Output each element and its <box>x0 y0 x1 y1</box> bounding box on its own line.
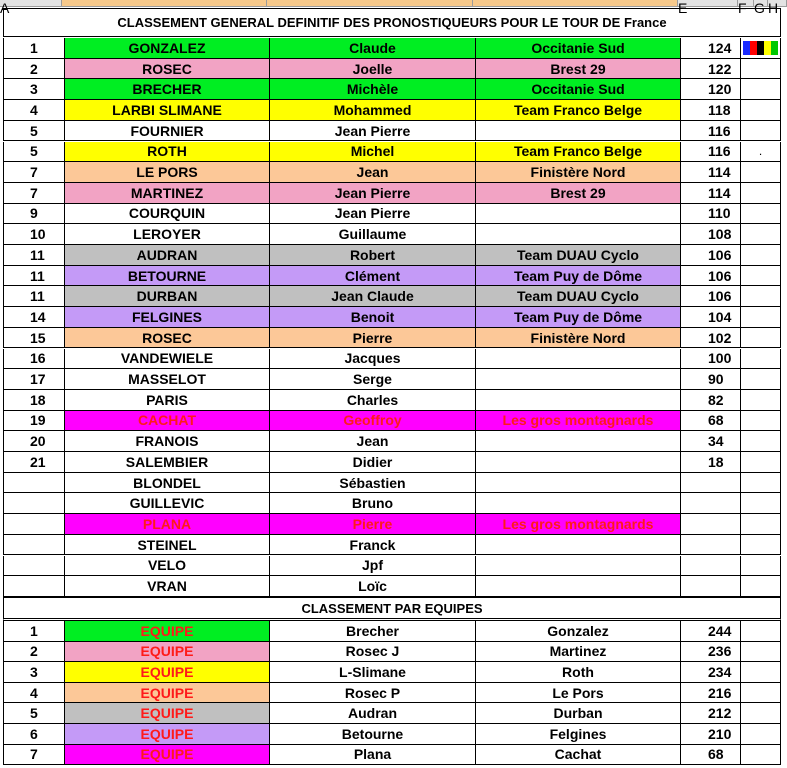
team-cell[interactable]: Team DUAU Cyclo <box>476 245 681 266</box>
player-row <box>3 79 781 100</box>
points-cell[interactable]: 34 <box>681 431 741 452</box>
extra-cell[interactable] <box>741 183 781 204</box>
column-header-5[interactable]: E <box>678 0 738 7</box>
team-label-cell[interactable]: EQUIPE <box>65 662 270 683</box>
rank-cell[interactable]: 5 <box>3 142 65 163</box>
rank-cell[interactable]: 3 <box>3 79 65 100</box>
rank-cell[interactable] <box>3 556 65 577</box>
team-member-2-cell[interactable]: Roth <box>476 662 681 683</box>
player-row <box>3 576 781 597</box>
first-name-cell[interactable]: Didier <box>270 452 476 473</box>
extra-cell[interactable] <box>741 431 781 452</box>
rank-cell[interactable]: 5 <box>3 121 65 142</box>
points-cell[interactable]: 120 <box>681 79 741 100</box>
points-cell[interactable] <box>681 535 741 556</box>
team-points-cell[interactable]: 234 <box>681 662 741 683</box>
first-name-cell[interactable]: Loïc <box>270 576 476 597</box>
last-name-cell[interactable]: CACHAT <box>65 411 270 432</box>
points-cell[interactable] <box>681 514 741 535</box>
team-cell[interactable] <box>476 390 681 411</box>
team-cell[interactable]: Finistère Nord <box>476 328 681 349</box>
column-header-1[interactable]: A <box>0 0 62 7</box>
team-cell[interactable]: Finistère Nord <box>476 162 681 183</box>
team-rank-cell[interactable]: 5 <box>3 703 65 724</box>
dot-mark: . <box>758 144 763 159</box>
player-row <box>3 59 781 80</box>
points-cell[interactable]: 110 <box>681 204 741 225</box>
last-name-cell[interactable]: BETOURNE <box>65 266 270 287</box>
teams-title: CLASSEMENT PAR EQUIPES <box>3 597 781 621</box>
team-points-cell[interactable]: 210 <box>681 724 741 745</box>
first-name-cell[interactable]: Joelle <box>270 59 476 80</box>
extra-cell[interactable] <box>741 307 781 328</box>
team-cell[interactable] <box>476 452 681 473</box>
last-name-cell[interactable]: SALEMBIER <box>65 452 270 473</box>
player-row <box>3 224 781 245</box>
last-name-cell[interactable]: STEINEL <box>65 535 270 556</box>
extra-cell[interactable] <box>741 224 781 245</box>
extra-cell[interactable] <box>741 556 781 577</box>
last-name-cell[interactable]: VRAN <box>65 576 270 597</box>
team-label-cell[interactable]: EQUIPE <box>65 724 270 745</box>
last-name-cell[interactable]: ROSEC <box>65 328 270 349</box>
rank-cell[interactable] <box>3 514 65 535</box>
rank-cell[interactable]: 17 <box>3 369 65 390</box>
first-name-cell[interactable]: Michel <box>270 142 476 163</box>
last-name-cell[interactable]: FELGINES <box>65 307 270 328</box>
extra-cell[interactable] <box>741 100 781 121</box>
extra-cell[interactable] <box>741 411 781 432</box>
rank-cell[interactable]: 14 <box>3 307 65 328</box>
flag-stripe <box>743 41 750 55</box>
team-member-1-cell[interactable]: Rosec J <box>270 642 476 663</box>
first-name-cell[interactable]: Pierre <box>270 514 476 535</box>
flag-stripe <box>750 41 757 55</box>
player-row <box>3 266 781 287</box>
rank-cell[interactable]: 7 <box>3 162 65 183</box>
last-name-cell[interactable]: FOURNIER <box>65 121 270 142</box>
first-name-cell[interactable]: Jpf <box>270 556 476 577</box>
team-row <box>3 621 781 642</box>
team-cell[interactable] <box>476 204 681 225</box>
player-row <box>3 411 781 432</box>
first-name-cell[interactable]: Serge <box>270 369 476 390</box>
extra-cell[interactable] <box>741 452 781 473</box>
team-cell[interactable] <box>476 349 681 370</box>
rank-cell[interactable]: 10 <box>3 224 65 245</box>
player-row <box>3 349 781 370</box>
points-cell[interactable]: 108 <box>681 224 741 245</box>
team-cell[interactable] <box>476 224 681 245</box>
player-row <box>3 473 781 494</box>
player-row <box>3 556 781 577</box>
flag-stripe <box>771 41 778 55</box>
team-label-cell[interactable]: EQUIPE <box>65 642 270 663</box>
extra-cell[interactable] <box>741 162 781 183</box>
team-cell[interactable]: Team Franco Belge <box>476 142 681 163</box>
points-cell[interactable]: 122 <box>681 59 741 80</box>
first-name-cell[interactable]: Pierre <box>270 328 476 349</box>
player-row <box>3 142 781 163</box>
player-row <box>3 307 781 328</box>
extra-cell[interactable] <box>741 390 781 411</box>
extra-cell[interactable] <box>741 535 781 556</box>
team-cell[interactable]: Team Franco Belge <box>476 100 681 121</box>
team-member-2-cell[interactable]: Cachat <box>476 745 681 766</box>
last-name-cell[interactable]: DURBAN <box>65 286 270 307</box>
rank-cell[interactable]: 19 <box>3 411 65 432</box>
team-rank-cell[interactable]: 6 <box>3 724 65 745</box>
team-extra-cell[interactable] <box>741 683 781 704</box>
team-rank-cell[interactable]: 7 <box>3 745 65 766</box>
team-cell[interactable]: Brest 29 <box>476 183 681 204</box>
team-points-cell[interactable]: 244 <box>681 621 741 642</box>
points-cell[interactable] <box>681 493 741 514</box>
team-rank-cell[interactable]: 3 <box>3 662 65 683</box>
column-header-7[interactable]: G <box>754 0 768 7</box>
rank-cell[interactable] <box>3 535 65 556</box>
last-name-cell[interactable]: ROTH <box>65 142 270 163</box>
first-name-cell[interactable]: Claude <box>270 38 476 59</box>
points-cell[interactable]: 106 <box>681 266 741 287</box>
points-cell[interactable]: 106 <box>681 286 741 307</box>
team-rank-cell[interactable]: 2 <box>3 642 65 663</box>
last-name-cell[interactable]: VELO <box>65 556 270 577</box>
team-label-cell[interactable]: EQUIPE <box>65 745 270 766</box>
team-cell[interactable]: Team Puy de Dôme <box>476 266 681 287</box>
player-row <box>3 183 781 204</box>
last-name-cell[interactable]: LARBI SLIMANE <box>65 100 270 121</box>
first-name-cell[interactable]: Jean Claude <box>270 286 476 307</box>
ranking-title: CLASSEMENT GENERAL DEFINITIF DES PRONOSTIQUEURS POUR LE TOUR DE France <box>3 8 781 37</box>
first-name-cell[interactable]: Charles <box>270 390 476 411</box>
points-cell[interactable]: 116 <box>681 121 741 142</box>
points-cell[interactable]: 100 <box>681 349 741 370</box>
team-extra-cell[interactable] <box>741 662 781 683</box>
first-name-cell[interactable]: Jean Pierre <box>270 121 476 142</box>
team-member-1-cell[interactable]: Audran <box>270 703 476 724</box>
points-cell[interactable] <box>681 576 741 597</box>
column-header-4[interactable] <box>473 0 678 7</box>
team-row <box>3 724 781 745</box>
column-header-3[interactable] <box>267 0 473 7</box>
last-name-cell[interactable]: MASSELOT <box>65 369 270 390</box>
player-row <box>3 535 781 556</box>
rank-cell[interactable]: 11 <box>3 245 65 266</box>
player-row <box>3 514 781 535</box>
team-extra-cell[interactable] <box>741 724 781 745</box>
extra-cell[interactable] <box>741 204 781 225</box>
team-rank-cell[interactable]: 1 <box>3 621 65 642</box>
team-cell[interactable] <box>476 535 681 556</box>
team-cell[interactable] <box>476 121 681 142</box>
team-cell[interactable]: Team DUAU Cyclo <box>476 286 681 307</box>
points-cell[interactable]: 106 <box>681 245 741 266</box>
first-name-cell[interactable]: Bruno <box>270 493 476 514</box>
team-member-2-cell[interactable]: Gonzalez <box>476 621 681 642</box>
rank-cell[interactable]: 2 <box>3 59 65 80</box>
last-name-cell[interactable]: LEROYER <box>65 224 270 245</box>
first-name-cell[interactable]: Jean <box>270 431 476 452</box>
last-name-cell[interactable]: COURQUIN <box>65 204 270 225</box>
team-extra-cell[interactable] <box>741 642 781 663</box>
player-row <box>3 286 781 307</box>
column-header-2[interactable] <box>62 0 267 7</box>
first-name-cell[interactable]: Jean Pierre <box>270 183 476 204</box>
team-cell[interactable]: Les gros montagnards <box>476 514 681 535</box>
first-name-cell[interactable]: Sébastien <box>270 473 476 494</box>
points-cell[interactable] <box>681 556 741 577</box>
team-member-1-cell[interactable]: Betourne <box>270 724 476 745</box>
team-cell[interactable] <box>476 369 681 390</box>
last-name-cell[interactable]: VANDEWIELE <box>65 349 270 370</box>
points-cell[interactable]: 114 <box>681 183 741 204</box>
team-member-1-cell[interactable]: Rosec P <box>270 683 476 704</box>
extra-cell[interactable] <box>741 286 781 307</box>
extra-cell[interactable] <box>741 79 781 100</box>
extra-cell[interactable] <box>741 576 781 597</box>
first-name-cell[interactable]: Guillaume <box>270 224 476 245</box>
rank-cell[interactable]: 21 <box>3 452 65 473</box>
team-label-cell[interactable]: EQUIPE <box>65 621 270 642</box>
team-row <box>3 662 781 683</box>
first-name-cell[interactable]: Jacques <box>270 349 476 370</box>
last-name-cell[interactable]: BLONDEL <box>65 473 270 494</box>
points-cell[interactable]: 90 <box>681 369 741 390</box>
team-cell[interactable]: Occitanie Sud <box>476 38 681 59</box>
extra-cell[interactable] <box>741 266 781 287</box>
rank-cell[interactable]: 16 <box>3 349 65 370</box>
points-cell[interactable]: 18 <box>681 452 741 473</box>
team-points-cell[interactable]: 68 <box>681 745 741 766</box>
last-name-cell[interactable]: GONZALEZ <box>65 38 270 59</box>
last-name-cell[interactable]: ROSEC <box>65 59 270 80</box>
last-name-cell[interactable]: PLANA <box>65 514 270 535</box>
team-row <box>3 745 781 766</box>
points-cell[interactable]: 118 <box>681 100 741 121</box>
team-row <box>3 703 781 724</box>
column-header-6[interactable]: F <box>738 0 754 7</box>
team-member-2-cell[interactable]: Durban <box>476 703 681 724</box>
first-name-cell[interactable]: Franck <box>270 535 476 556</box>
extra-cell[interactable] <box>741 369 781 390</box>
points-cell[interactable]: 104 <box>681 307 741 328</box>
player-row <box>3 493 781 514</box>
team-extra-cell[interactable] <box>741 745 781 766</box>
team-member-2-cell[interactable]: Le Pors <box>476 683 681 704</box>
team-member-1-cell[interactable]: Plana <box>270 745 476 766</box>
team-points-cell[interactable]: 212 <box>681 703 741 724</box>
points-cell[interactable]: 82 <box>681 390 741 411</box>
rank-cell[interactable] <box>3 473 65 494</box>
team-row <box>3 683 781 704</box>
player-row <box>3 204 781 225</box>
extra-cell[interactable] <box>741 328 781 349</box>
rank-cell[interactable]: 1 <box>3 38 65 59</box>
extra-cell[interactable] <box>741 514 781 535</box>
first-name-cell[interactable]: Jean Pierre <box>270 204 476 225</box>
team-points-cell[interactable]: 216 <box>681 683 741 704</box>
rank-cell[interactable]: 20 <box>3 431 65 452</box>
player-row <box>3 452 781 473</box>
last-name-cell[interactable]: FRANOIS <box>65 431 270 452</box>
team-row <box>3 642 781 663</box>
flag-stripe <box>757 41 764 55</box>
team-cell[interactable] <box>476 576 681 597</box>
last-name-cell[interactable]: LE PORS <box>65 162 270 183</box>
first-name-cell[interactable]: Geoffroy <box>270 411 476 432</box>
extra-cell[interactable] <box>741 245 781 266</box>
player-row <box>3 100 781 121</box>
column-header-8[interactable]: H <box>768 0 787 7</box>
player-row <box>3 328 781 349</box>
last-name-cell[interactable]: BRECHER <box>65 79 270 100</box>
last-name-cell[interactable]: GUILLEVIC <box>65 493 270 514</box>
flag-icon <box>743 41 778 55</box>
extra-cell[interactable] <box>741 121 781 142</box>
rank-cell[interactable]: 9 <box>3 204 65 225</box>
last-name-cell[interactable]: PARIS <box>65 390 270 411</box>
extra-cell[interactable] <box>741 349 781 370</box>
player-row <box>3 162 781 183</box>
team-cell[interactable] <box>476 493 681 514</box>
last-name-cell[interactable]: AUDRAN <box>65 245 270 266</box>
player-row <box>3 38 781 59</box>
team-extra-cell[interactable] <box>741 621 781 642</box>
extra-cell[interactable] <box>741 38 781 59</box>
team-label-cell[interactable]: EQUIPE <box>65 703 270 724</box>
extra-cell[interactable] <box>741 59 781 80</box>
first-name-cell[interactable]: Clément <box>270 266 476 287</box>
points-cell[interactable]: 116 <box>681 142 741 163</box>
extra-cell[interactable] <box>741 142 781 163</box>
rank-cell[interactable]: 18 <box>3 390 65 411</box>
team-cell[interactable]: Les gros montagnards <box>476 411 681 432</box>
first-name-cell[interactable]: Mohammed <box>270 100 476 121</box>
team-cell[interactable]: Team Puy de Dôme <box>476 307 681 328</box>
points-cell[interactable]: 68 <box>681 411 741 432</box>
player-row <box>3 369 781 390</box>
last-name-cell[interactable]: MARTINEZ <box>65 183 270 204</box>
rank-cell[interactable]: 11 <box>3 266 65 287</box>
flag-stripe <box>764 41 771 55</box>
team-rank-cell[interactable]: 4 <box>3 683 65 704</box>
team-member-1-cell[interactable]: L-Slimane <box>270 662 476 683</box>
rank-cell[interactable] <box>3 493 65 514</box>
player-row <box>3 390 781 411</box>
points-cell[interactable] <box>681 473 741 494</box>
player-row <box>3 121 781 142</box>
extra-cell[interactable] <box>741 473 781 494</box>
rank-cell[interactable]: 7 <box>3 183 65 204</box>
team-label-cell[interactable]: EQUIPE <box>65 683 270 704</box>
team-cell[interactable]: Brest 29 <box>476 59 681 80</box>
team-member-2-cell[interactable]: Felgines <box>476 724 681 745</box>
team-points-cell[interactable]: 236 <box>681 642 741 663</box>
first-name-cell[interactable]: Benoit <box>270 307 476 328</box>
rank-cell[interactable]: 4 <box>3 100 65 121</box>
first-name-cell[interactable]: Robert <box>270 245 476 266</box>
team-member-1-cell[interactable]: Brecher <box>270 621 476 642</box>
team-member-2-cell[interactable]: Martinez <box>476 642 681 663</box>
team-extra-cell[interactable] <box>741 703 781 724</box>
points-cell[interactable]: 114 <box>681 162 741 183</box>
team-cell[interactable] <box>476 431 681 452</box>
points-cell[interactable]: 102 <box>681 328 741 349</box>
points-cell[interactable]: 124 <box>681 38 741 59</box>
first-name-cell[interactable]: Jean <box>270 162 476 183</box>
first-name-cell[interactable]: Michèle <box>270 79 476 100</box>
player-row <box>3 245 781 266</box>
player-row <box>3 431 781 452</box>
extra-cell[interactable] <box>741 493 781 514</box>
team-cell[interactable] <box>476 473 681 494</box>
team-cell[interactable] <box>476 556 681 577</box>
rank-cell[interactable]: 11 <box>3 286 65 307</box>
rank-cell[interactable]: 15 <box>3 328 65 349</box>
rank-cell[interactable] <box>3 576 65 597</box>
team-cell[interactable]: Occitanie Sud <box>476 79 681 100</box>
